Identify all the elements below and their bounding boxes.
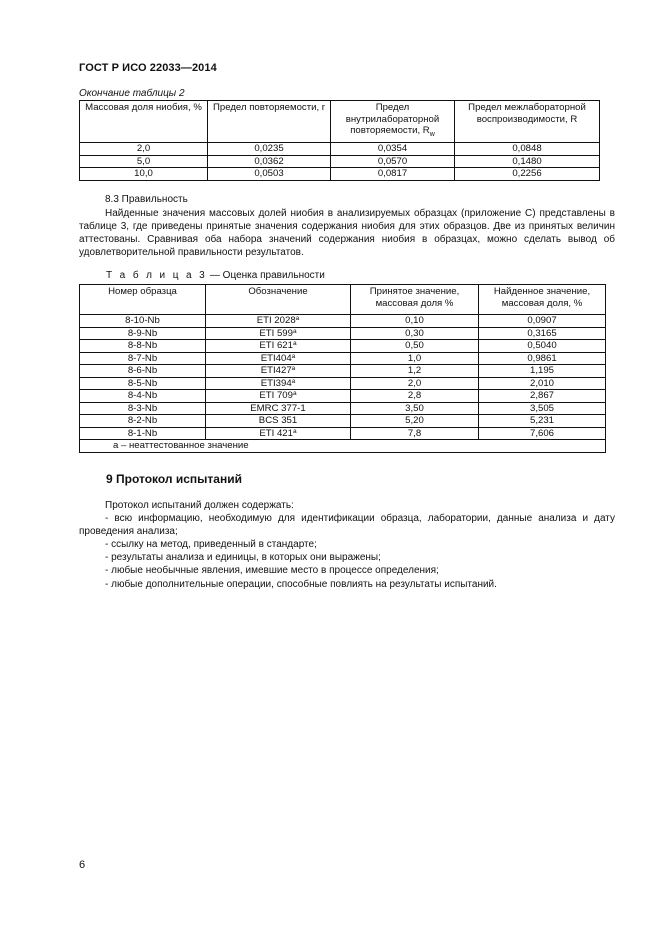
sample-number-cell: 8-10-Nb — [80, 315, 206, 328]
section-8-3-paragraph: Найденные значения массовых долей ниобия в анализируемых образцах (приложение С) представлены в таблице 3, где приведены принятые значения содержания ниобия для этих образцов. Две из принятых величин аттестованы. Сравнивая оба набора значений содержания ниобия в образцах, можно сделать вывод об удовлетворительной правильности результатов. — [79, 208, 615, 259]
table2-header-cell: Предел повторяемости, r — [208, 101, 331, 143]
table3-row — [80, 402, 606, 415]
table2-cell: 0,0235 — [208, 143, 331, 156]
table3-row — [80, 390, 606, 403]
table3-header-cell: Найденное значение, массовая доля, % — [479, 285, 606, 315]
sample-number-cell: 8-1-Nb — [80, 427, 206, 440]
section-8-3-heading: 8.3 Правильность — [105, 194, 188, 205]
sample-number-cell: 8-6-Nb — [80, 365, 206, 378]
found-value-cell: 7,606 — [479, 427, 606, 440]
table3-row — [80, 327, 606, 340]
accepted-value-cell: 2,0 — [351, 377, 479, 390]
accepted-value-cell: 5,20 — [351, 415, 479, 428]
table2-row — [80, 155, 600, 168]
table2-header-cell: Предел внутрилабораторной повторяемости, $R_w$ — [331, 101, 455, 143]
found-value-cell: 1,195 — [479, 365, 606, 378]
sample-number-cell: 8-9-Nb — [80, 327, 206, 340]
found-value-cell: 2,010 — [479, 377, 606, 390]
sample-number-cell: 8-8-Nb — [80, 340, 206, 353]
section-9-intro: Протокол испытаний должен содержать: — [105, 500, 294, 511]
table3-row — [80, 415, 606, 428]
page-number: 6 — [79, 859, 86, 871]
section-9-item: - любые дополнительные операции, способные повлиять на результаты испытаний. — [105, 578, 497, 590]
footnote-mark: a — [292, 427, 297, 435]
footnote-mark: a — [292, 327, 297, 335]
sample-number-cell: 8-2-Nb — [80, 415, 206, 428]
footnote-mark: a — [292, 390, 297, 397]
designation-cell: ETI 421$^a$ — [206, 427, 351, 440]
accepted-value-cell: 3,50 — [351, 402, 479, 415]
found-value-cell: 0,0907 — [479, 315, 606, 328]
accepted-value-cell: 0,30 — [351, 327, 479, 340]
found-value-cell: 3,505 — [479, 402, 606, 415]
accepted-value-cell: 7,8 — [351, 427, 479, 440]
table3-caption: Т а б л и ц а 3 — Оценка правильности — [106, 270, 325, 281]
table3-row — [80, 427, 606, 440]
table2-header-row — [80, 101, 600, 143]
sample-number-cell: 8-4-Nb — [80, 390, 206, 403]
table2-header-cell: Предел межлабораторной воспроизводимости, R — [455, 101, 600, 143]
footnote-mark: a — [291, 365, 296, 372]
section-9-item: - всю информацию, необходимую для идентификации образца, лаборатории, данные анализа и дату проведения анализа; — [79, 513, 615, 538]
section-9-item: - результаты анализа и единицы, в которых они выражены; — [105, 552, 381, 564]
found-value-cell: 5,231 — [479, 415, 606, 428]
table2-caption: Окончание таблицы 2 — [79, 88, 185, 99]
table2-cell: 10,0 — [80, 168, 208, 181]
accepted-value-cell: 1,2 — [351, 365, 479, 378]
sample-number-cell: 8-5-Nb — [80, 377, 206, 390]
footnote-mark: a — [291, 352, 296, 360]
table2-cell: 0,0848 — [455, 143, 600, 156]
table3-header-cell: Номер образца — [80, 285, 206, 315]
table2-row — [80, 143, 600, 156]
table3-row — [80, 377, 606, 390]
table3-row — [80, 315, 606, 328]
designation-cell: EMRC 377-1 — [206, 402, 351, 415]
table3-row — [80, 365, 606, 378]
section-9-item: - ссылку на метод, приведенный в стандарте; — [105, 539, 317, 551]
footnote-mark: a — [295, 315, 300, 322]
sample-number-cell: 8-3-Nb — [80, 402, 206, 415]
table2-cell: 0,2256 — [455, 168, 600, 181]
table3 — [79, 284, 606, 453]
designation-cell: ETI394$^a$ — [206, 377, 351, 390]
designation-cell: ETI 621$^a$ — [206, 340, 351, 353]
table2 — [79, 100, 600, 181]
table2-cell: 2,0 — [80, 143, 208, 156]
found-value-cell: 2,867 — [479, 390, 606, 403]
table3-row — [80, 340, 606, 353]
table2-cell: 0,1480 — [455, 155, 600, 168]
accepted-value-cell: 2,8 — [351, 390, 479, 403]
designation-cell: ETI404$^a$ — [206, 352, 351, 365]
table2-cell: 0,0817 — [331, 168, 455, 181]
accepted-value-cell: 1,0 — [351, 352, 479, 365]
standard-header: ГОСТ Р ИСО 22033—2014 — [79, 62, 217, 74]
table2-cell: 0,0503 — [208, 168, 331, 181]
found-value-cell: 0,9861 — [479, 352, 606, 365]
found-value-cell: 0,5040 — [479, 340, 606, 353]
sample-number-cell: 8-7-Nb — [80, 352, 206, 365]
designation-cell: ETI 709$^a$ — [206, 390, 351, 403]
table2-cell: 5,0 — [80, 155, 208, 168]
section-9-heading: 9 Протокол испытаний — [106, 472, 242, 486]
table3-row — [80, 352, 606, 365]
table2-cell: 0,0570 — [331, 155, 455, 168]
table3-header-cell: Принятое значение, массовая доля % — [351, 285, 479, 315]
designation-cell: ETI 2028$^a$ — [206, 315, 351, 328]
table3-footnote-row — [80, 440, 606, 453]
accepted-value-cell: 0,10 — [351, 315, 479, 328]
table2-row — [80, 168, 600, 181]
table2-cell: 0,0362 — [208, 155, 331, 168]
table3-header-cell: Обозначение — [206, 285, 351, 315]
found-value-cell: 0,3165 — [479, 327, 606, 340]
designation-cell: BCS 351 — [206, 415, 351, 428]
designation-cell: ETI427$^a$ — [206, 365, 351, 378]
footnote-mark: a — [291, 377, 296, 385]
table3-footnote: а – неаттестованное значение — [80, 440, 606, 453]
table2-header-cell: Массовая доля ниобия, % — [80, 101, 208, 143]
section-9-item: - любые необычные явления, имевшие место в процессе определения; — [105, 565, 439, 577]
designation-cell: ETI 599$^a$ — [206, 327, 351, 340]
table3-header-row — [80, 285, 606, 315]
footnote-mark: a — [292, 340, 297, 347]
table2-cell: 0,0354 — [331, 143, 455, 156]
accepted-value-cell: 0,50 — [351, 340, 479, 353]
section-9-body — [79, 499, 615, 591]
